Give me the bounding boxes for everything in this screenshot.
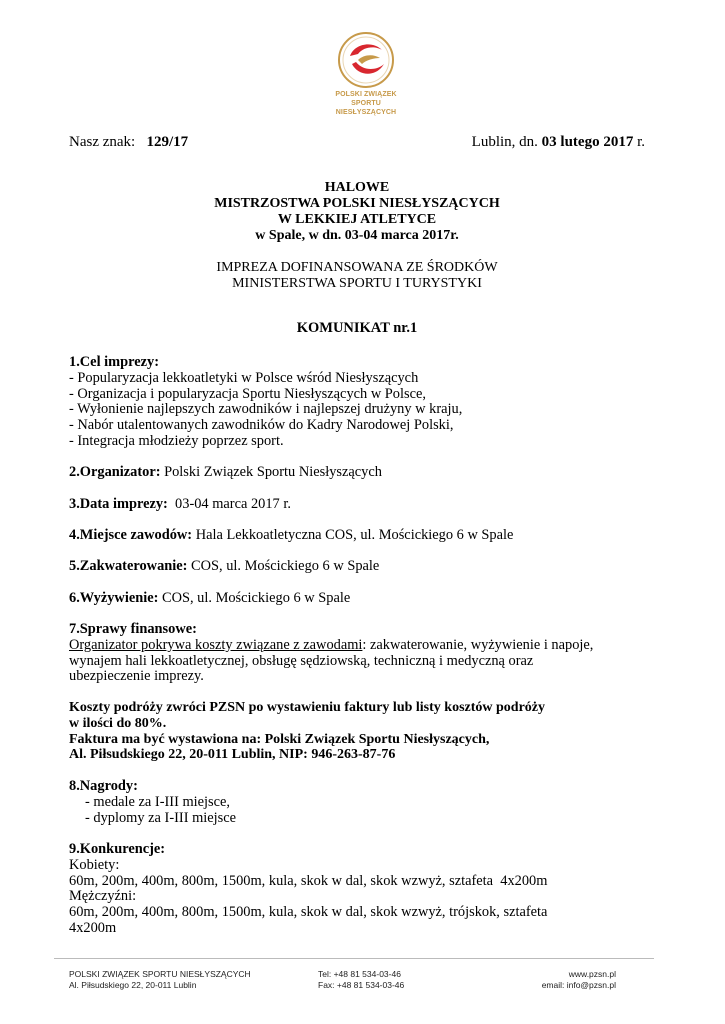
list-item: - Popularyzacja lekkoatletyki w Polsce wśród Niesłyszących <box>69 369 419 386</box>
logo-line-1: POLSKI ZWIĄZEK <box>335 91 397 98</box>
costs-line-4: Al. Piłsudskiego 22, 20-011 Lublin, NIP: 946-263-87-76 <box>69 747 396 763</box>
footer-fax: Fax: +48 81 534-03-46 <box>318 980 405 990</box>
footer-org-name: POLSKI ZWIĄZEK SPORTU NIESŁYSZĄCYCH <box>69 969 251 979</box>
section-text: 03-04 marca 2017 r. <box>167 496 291 512</box>
footer-contact <box>542 969 616 991</box>
section-text: Hala Lekkoatletyczna COS, ul. Mościckiego 6 w Spale <box>192 527 514 543</box>
logo-line-2: SPORTU NIESŁYSZĄCYCH <box>335 100 397 116</box>
funding-line-2: MINISTERSTWA SPORTU I TURYSTYKI <box>232 276 482 291</box>
logo-emblem-icon <box>336 30 396 90</box>
event-title <box>69 180 645 244</box>
section-konkurencje <box>69 842 649 937</box>
footer-website-link[interactable]: www.pzsn.pl <box>568 969 616 979</box>
section-heading: 3.Data imprezy: <box>69 496 168 512</box>
section-heading: 4.Miejsce zawodów: <box>69 527 193 543</box>
finance-line-1 <box>69 638 649 654</box>
list-item: - medale za I-III miejsce, <box>85 793 231 810</box>
section-wyzywienie <box>69 591 649 607</box>
title-line-3: W LEKKIEJ ATLETYCE <box>277 212 437 227</box>
section-finanse <box>69 622 649 685</box>
section-heading: 6.Wyżywienie: <box>69 590 159 606</box>
date-suffix: r. <box>637 134 645 150</box>
section-text: COS, ul. Mościckiego 6 w Spale <box>158 590 351 606</box>
footer-street: Al. Piłsudskiego 22, 20-011 Lublin <box>69 980 197 990</box>
women-events: 60m, 200m, 400m, 800m, 1500m, kula, skok w dal, skok wzwyż, sztafeta 4x200m <box>69 872 548 889</box>
section-heading: 8.Nagrody: <box>69 778 138 794</box>
costs-line-1: Koszty podróży zwróci PZSN po wystawieniu faktury lub listy kosztów podróży <box>69 700 546 715</box>
section-heading: 5.Zakwaterowanie: <box>69 558 188 574</box>
list-item: - Organizacja i popularyzacja Sportu Niesłyszących w Polsce, <box>69 385 426 402</box>
men-events-line-2: 4x200m <box>69 919 117 936</box>
funding-note <box>69 260 645 292</box>
footer-address <box>69 969 251 991</box>
date-prefix: Lublin, dn. <box>471 134 538 150</box>
costs-line-2: w ilości do 80%. <box>69 715 167 731</box>
footer-tel: Tel: +48 81 534-03-46 <box>318 969 401 979</box>
men-events-line-1: 60m, 200m, 400m, 800m, 1500m, kula, skok w dal, skok wzwyż, trójskok, sztafeta <box>69 904 548 921</box>
section-heading: 9.Konkurencje: <box>69 841 166 857</box>
communique-title: KOMUNIKAT nr.1 <box>296 320 418 336</box>
finance-rest: : zakwaterowanie, wyżywienie i napoje, <box>362 636 594 653</box>
section-organizator <box>69 465 649 481</box>
pzsn-logo <box>331 30 401 122</box>
date-value: 03 lutego 2017 <box>541 134 634 150</box>
finance-underlined: Organizator pokrywa koszty związane z zawodami <box>69 636 363 653</box>
section-heading: 2.Organizator: <box>69 464 161 480</box>
travel-costs-note <box>69 700 649 763</box>
document-date <box>472 134 645 151</box>
section-zakwaterowanie <box>69 559 649 575</box>
footer-email-link[interactable]: email: info@pzsn.pl <box>541 980 616 990</box>
women-label: Kobiety: <box>69 856 120 873</box>
section-data <box>69 497 649 513</box>
reference-value: 129/17 <box>146 134 189 150</box>
finance-line-3: ubezpieczenie imprezy. <box>69 668 204 685</box>
section-miejsce <box>69 528 649 544</box>
list-item: - Wyłonienie najlepszych zawodników i najlepszej drużyny w kraju, <box>69 401 463 418</box>
reference-number <box>69 134 188 151</box>
title-line-4: w Spale, w dn. 03-04 marca 2017r. <box>255 228 459 243</box>
title-line-2: MISTRZOSTWA POLSKI NIESŁYSZĄCYCH <box>214 196 500 211</box>
section-text: COS, ul. Mościckiego 6 w Spale <box>187 558 380 574</box>
section-heading: 7.Sprawy finansowe: <box>69 621 197 637</box>
title-line-1: HALOWE <box>324 180 390 195</box>
section-nagrody <box>69 779 649 826</box>
footer-divider <box>54 958 654 959</box>
list-item: - Integracja młodzieży poprzez sport. <box>69 432 284 449</box>
footer-phone <box>318 969 404 991</box>
list-item: - dyplomy za I-III miejsce <box>85 809 237 826</box>
list-item: - Nabór utalentowanych zawodników do Kadry Narodowej Polski, <box>69 417 454 434</box>
reference-label: Nasz znak: <box>69 134 136 150</box>
section-heading: 1.Cel imprezy: <box>69 354 160 370</box>
section-cel <box>69 355 649 450</box>
men-label: Mężczyźni: <box>69 888 137 905</box>
costs-line-3: Faktura ma być wystawiona na: Polski Związek Sportu Niesłyszących, <box>69 731 490 747</box>
finance-line-2: wynajem hali lekkoatletycznej, obsługę sędziowską, techniczną i medyczną oraz <box>69 652 534 669</box>
funding-line-1: IMPREZA DOFINANSOWANA ZE ŚRODKÓW <box>216 260 498 275</box>
section-text: Polski Związek Sportu Niesłyszących <box>160 464 382 480</box>
